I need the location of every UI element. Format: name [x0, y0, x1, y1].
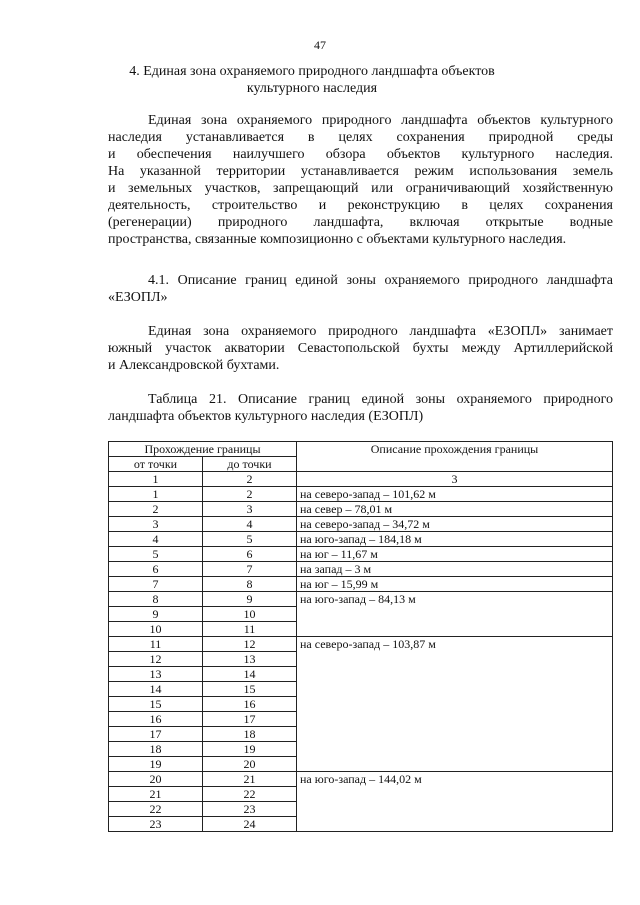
from-point-cell: 5: [109, 547, 203, 562]
from-point-cell: 6: [109, 562, 203, 577]
table-row: [109, 517, 613, 532]
from-point-cell: 22: [109, 802, 203, 817]
from-point-cell: 17: [109, 727, 203, 742]
from-point-cell: 9: [109, 607, 203, 622]
to-point-cell: 2: [203, 487, 297, 502]
from-point-cell: 1: [109, 487, 203, 502]
to-point-cell: 7: [203, 562, 297, 577]
description-cell: на юго-запад – 184,18 м: [297, 532, 613, 547]
text-line: пространства, связанные композиционно с объектами культурного наследия.: [108, 232, 567, 247]
table-caption: [108, 391, 613, 425]
from-point-cell: 2: [109, 502, 203, 517]
to-point-cell: 9: [203, 592, 297, 607]
boundary-table: [108, 441, 613, 832]
from-point-cell: 11: [109, 637, 203, 652]
header-from-point: от точки: [109, 457, 203, 472]
header-boundary-passage: Прохождение границы: [109, 442, 297, 457]
to-point-cell: 11: [203, 622, 297, 637]
text-line: южный участок акватории Севастопольской бухты между Артиллерийской: [108, 341, 613, 356]
from-point-cell: 16: [109, 712, 203, 727]
text-line: наследия устанавливается в целях сохранения природной среды: [108, 130, 613, 145]
description-cell: на запад – 3 м: [297, 562, 613, 577]
from-point-cell: 13: [109, 667, 203, 682]
from-point-cell: 23: [109, 817, 203, 832]
page-number: 47: [314, 38, 326, 52]
paragraph-location: [108, 323, 613, 374]
text-line: (регенерации) природного ландшафта, включая открытые водные: [108, 215, 613, 230]
description-cell: на юг – 11,67 м: [297, 547, 613, 562]
to-point-cell: 14: [203, 667, 297, 682]
table-row: [109, 547, 613, 562]
from-point-cell: 10: [109, 622, 203, 637]
section-heading: 4. Единая зона охраняемого природного ландшафта объектов культурного наследия: [129, 64, 495, 96]
to-point-cell: 20: [203, 757, 297, 772]
text-line: 4.1. Описание границ единой зоны охраняемого природного ландшафта: [148, 273, 613, 288]
table-row: [109, 577, 613, 592]
to-point-cell: 18: [203, 727, 297, 742]
table-row: [109, 532, 613, 547]
text-line: и Александровской бухтами.: [108, 358, 280, 373]
to-point-cell: 5: [203, 532, 297, 547]
description-cell: на северо-запад – 101,62 м: [297, 487, 613, 502]
from-point-cell: 21: [109, 787, 203, 802]
to-point-cell: 13: [203, 652, 297, 667]
column-number: 1: [109, 472, 203, 487]
description-cell: на юго-запад – 84,13 м: [297, 592, 613, 637]
text-line: ландшафта объектов культурного наследия (ЕЗОПЛ): [108, 409, 424, 424]
to-point-cell: 12: [203, 637, 297, 652]
table-row: [109, 487, 613, 502]
table-body: [109, 487, 613, 832]
to-point-cell: 24: [203, 817, 297, 832]
from-point-cell: 14: [109, 682, 203, 697]
to-point-cell: 3: [203, 502, 297, 517]
text-line: и земельных участков, запрещающий или ограничивающий хозяйственную: [108, 181, 613, 196]
description-cell: на юг – 15,99 м: [297, 577, 613, 592]
from-point-cell: 12: [109, 652, 203, 667]
text-line: Единая зона охраняемого природного ландшафта объектов культурного: [148, 113, 613, 128]
to-point-cell: 19: [203, 742, 297, 757]
paragraph-purpose: [108, 112, 613, 248]
to-point-cell: 21: [203, 772, 297, 787]
from-point-cell: 7: [109, 577, 203, 592]
text-line: Таблица 21. Описание границ единой зоны охраняемого природного: [148, 392, 613, 407]
description-cell: на северо-запад – 103,87 м: [297, 637, 613, 772]
text-line: Единая зона охраняемого природного ландшафта «ЕЗОПЛ» занимает: [148, 324, 613, 339]
to-point-cell: 8: [203, 577, 297, 592]
to-point-cell: 4: [203, 517, 297, 532]
description-cell: на юго-запад – 144,02 м: [297, 772, 613, 832]
to-point-cell: 22: [203, 787, 297, 802]
from-point-cell: 3: [109, 517, 203, 532]
to-point-cell: 16: [203, 697, 297, 712]
to-point-cell: 23: [203, 802, 297, 817]
table-row: [109, 502, 613, 517]
text-line: На указанной территории устанавливается режим использования земель: [108, 164, 613, 179]
to-point-cell: 10: [203, 607, 297, 622]
text-line: деятельность, строительство и реконструкцию в целях сохранения: [108, 198, 613, 213]
from-point-cell: 19: [109, 757, 203, 772]
to-point-cell: 6: [203, 547, 297, 562]
from-point-cell: 20: [109, 772, 203, 787]
text-line: и обеспечения наилучшего обзора объектов культурного наследия.: [108, 147, 613, 162]
column-number: 3: [297, 472, 613, 487]
table-row: [109, 562, 613, 577]
header-description: Описание прохождения границы: [297, 442, 613, 472]
table-row: [109, 592, 613, 607]
to-point-cell: 17: [203, 712, 297, 727]
column-number: 2: [203, 472, 297, 487]
from-point-cell: 18: [109, 742, 203, 757]
description-cell: на северо-запад – 34,72 м: [297, 517, 613, 532]
from-point-cell: 4: [109, 532, 203, 547]
from-point-cell: 15: [109, 697, 203, 712]
table-row: [109, 772, 613, 787]
description-cell: на север – 78,01 м: [297, 502, 613, 517]
subsection-heading: [108, 272, 613, 306]
to-point-cell: 15: [203, 682, 297, 697]
table-row: [109, 637, 613, 652]
from-point-cell: 8: [109, 592, 203, 607]
text-line: «ЕЗОПЛ»: [108, 290, 168, 305]
header-to-point: до точки: [203, 457, 297, 472]
